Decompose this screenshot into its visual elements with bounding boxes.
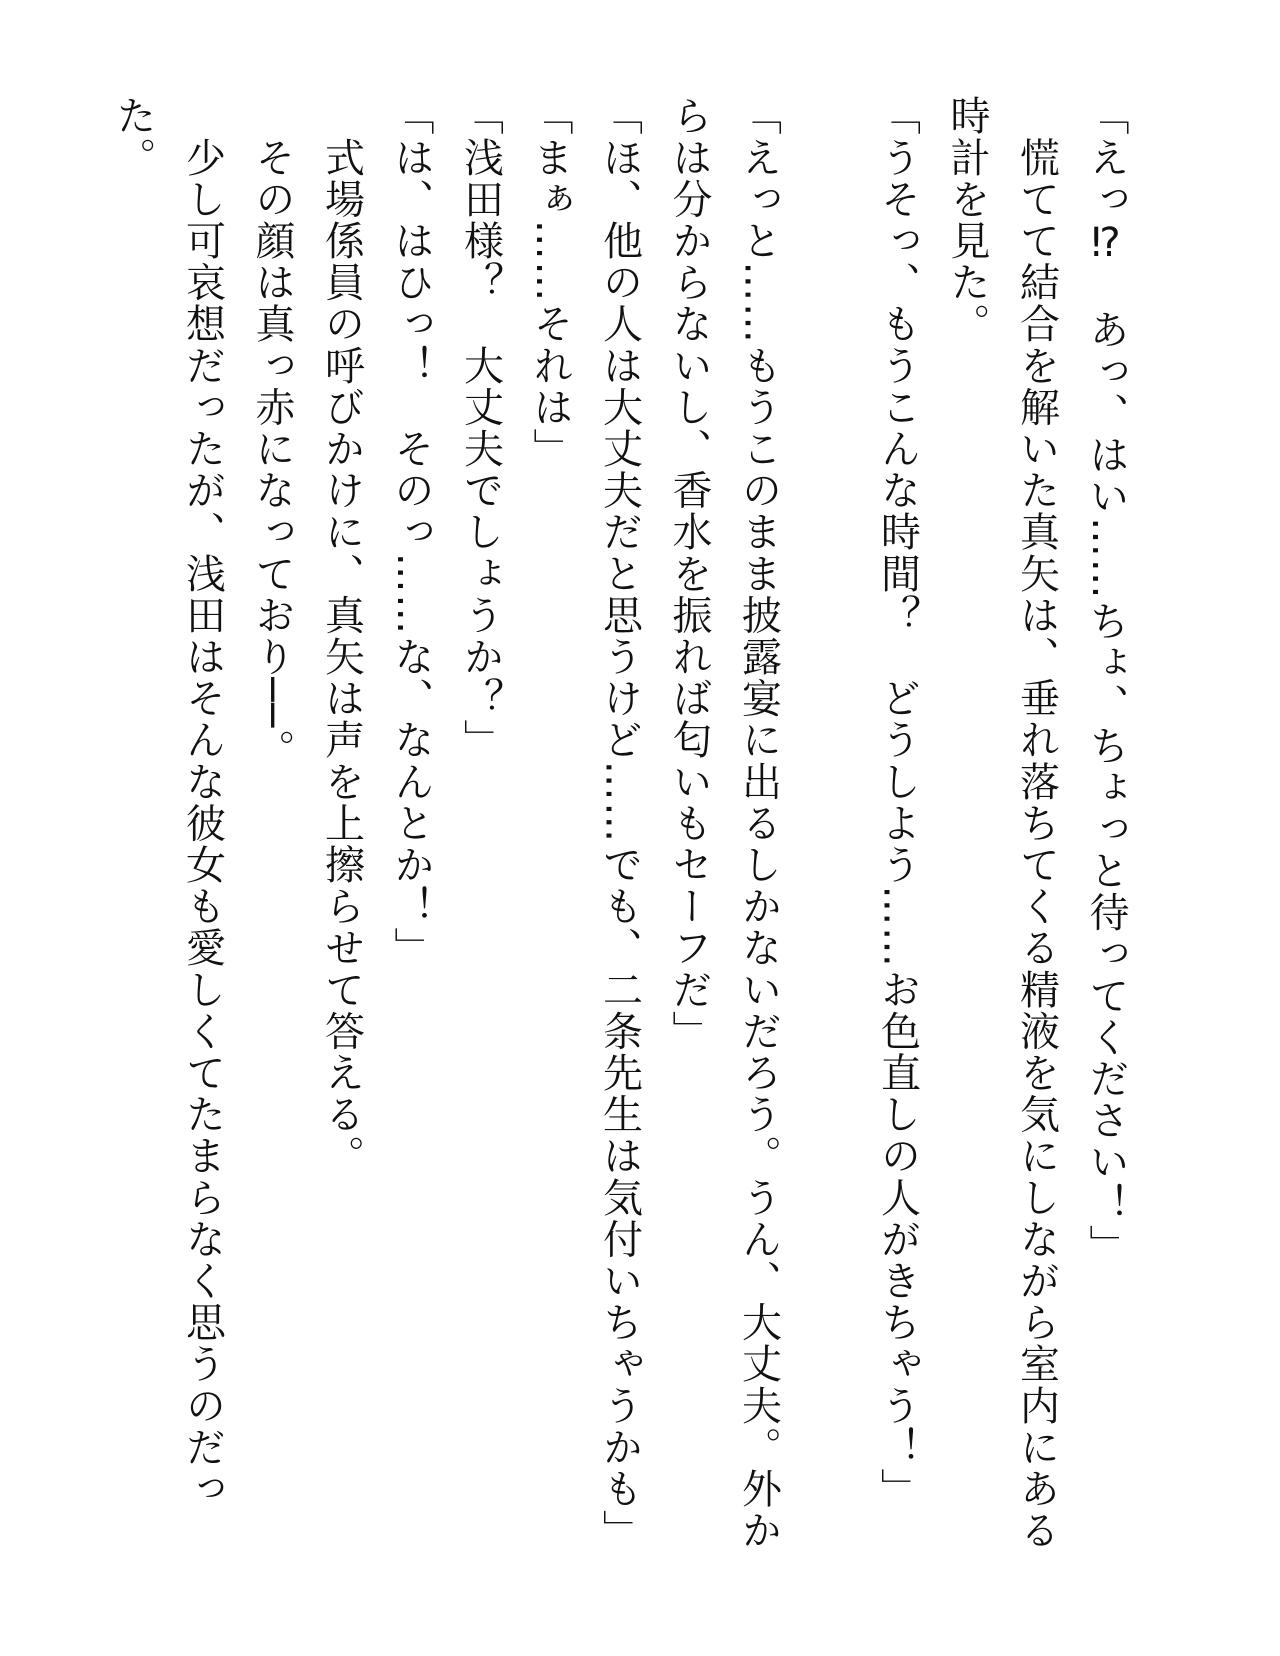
- text-line-13: 少し可哀想だったが、浅田はそんな彼女も愛しくてたまらなく思うのだっ: [179, 95, 226, 1510]
- text-line-11: 式場係員の呼びかけに、真矢は声を上擦らせて答える。: [318, 95, 365, 1177]
- text-line-2: 慌てて結合を解いた真矢は、垂れ落ちてくる精液を気にしながら室内にある: [1013, 95, 1060, 1551]
- text-line-5: 「えっと……もうこのまま披露宴に出るしかないだろう。うん、大丈夫。外か: [735, 95, 782, 1551]
- text-line-4: 「うそっ、もうこんな時間？ どうしよう……お色直しの人がきちゃう！」: [874, 95, 921, 1510]
- text-line-3: 時計を見た。: [944, 95, 990, 345]
- text-line-14: た。: [110, 95, 156, 179]
- text-line-6: らは分からないし、香水を振れば匂いもセーフだ」: [666, 95, 712, 1052]
- vertical-text-body: [98, 95, 1141, 1551]
- text-line-7: 「ほ、他の人は大丈夫だと思うけど……でも、二条先生は気付いちゃうかも」: [596, 95, 643, 1551]
- text-line-1: 「えっ⁉ あっ、はい……ちょ、ちょっと待ってください！」: [1083, 95, 1129, 1266]
- text-line-10: 「は、はひっ！ そのっ……な、なんとか！」: [388, 95, 434, 969]
- text-line-9: 「浅田様？ 大丈夫でしょうか？」: [457, 95, 504, 761]
- text-line-8: 「まぁ……それは」: [527, 95, 573, 470]
- blank-line: [793, 95, 863, 1535]
- text-line-12: その顔は真っ赤になっており──。: [249, 95, 295, 771]
